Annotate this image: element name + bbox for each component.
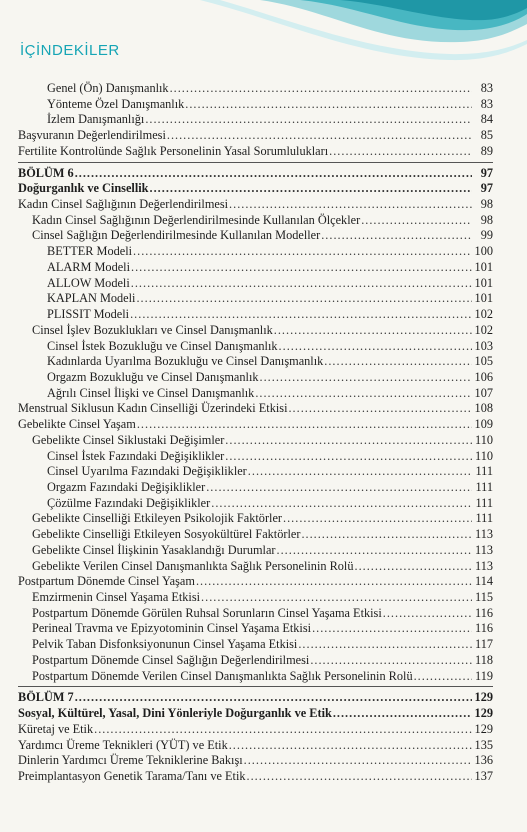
toc-entry-page: 111 (475, 511, 493, 526)
toc-entry-title: Gebelikte Cinsel Siklustaki Değişimler (32, 432, 225, 447)
toc-entry[interactable] (18, 144, 493, 159)
toc-entry-title: Sosyal, Kültürel, Yasal, Dini Yönleriyle Doğurganlık ve Etik (18, 706, 332, 721)
toc-leader-dots (145, 112, 472, 127)
toc-leader-dots (277, 543, 472, 558)
toc-leader-dots (201, 590, 472, 605)
toc-entry-page: 103 (474, 338, 493, 353)
toc-entry-title: Gebelikte Verilen Cinsel Danışmanlıkta Sağlık Personelinin Rolü (32, 558, 354, 573)
toc-leader-dots (94, 722, 472, 737)
toc-leader-dots (333, 706, 472, 721)
toc-entry-page: 97 (480, 165, 493, 180)
toc-entry-title: Yönteme Özel Danışmanlık (47, 96, 185, 111)
page-title: İÇİNDEKİLER (20, 42, 120, 59)
toc-leader-dots (136, 291, 472, 306)
toc-entry-page: 99 (480, 228, 493, 243)
toc-entry[interactable] (32, 621, 493, 636)
toc-entry-title: Postpartum Dönemde Görülen Ruhsal Sorunların Cinsel Yaşama Etkisi (32, 605, 382, 620)
toc-leader-dots (288, 401, 472, 416)
toc-entry-title: Cinsel Uyarılma Fazındaki Değişiklikler (47, 464, 247, 479)
toc-leader-dots (310, 653, 472, 668)
toc-entry-page: 89 (480, 143, 493, 158)
toc-entry-page: 111 (475, 495, 493, 510)
toc-leader-dots (298, 637, 472, 652)
toc-leader-dots (247, 769, 472, 784)
toc-entry-page: 84 (480, 112, 493, 127)
toc-entry-title: Orgazm Bozukluğu ve Cinsel Danışmanlık (47, 369, 259, 384)
toc-entry[interactable] (18, 769, 493, 784)
toc-entry-title: Postpartum Dönemde Cinsel Yaşam (18, 574, 195, 589)
header-wave-decoration (0, 0, 527, 70)
toc-entry-page: 110 (475, 448, 493, 463)
toc-leader-dots (131, 276, 472, 291)
toc-entry[interactable] (18, 706, 493, 721)
toc-entry[interactable] (32, 323, 493, 338)
toc-entry-page: 107 (474, 385, 493, 400)
toc-leader-dots (279, 339, 472, 354)
toc-entry[interactable] (47, 97, 493, 112)
toc-entry-page: 113 (475, 542, 493, 557)
toc-entry[interactable] (32, 527, 493, 542)
toc-leader-dots (75, 166, 472, 181)
toc-entry[interactable] (47, 307, 493, 322)
toc-leader-dots (283, 511, 472, 526)
toc-entry-page: 102 (474, 322, 493, 337)
toc-entry-title: Pelvik Taban Disfonksiyonunun Cinsel Yaşama Etkisi (32, 637, 298, 652)
toc-entry-page: 101 (474, 291, 493, 306)
toc-entry[interactable] (18, 197, 493, 212)
toc-entry-page: 136 (474, 753, 493, 768)
toc-entry-page: 116 (475, 605, 493, 620)
toc-leader-dots (355, 559, 473, 574)
toc-entry-title: Gebelikte Cinsel Yaşam (18, 417, 136, 432)
toc-entry[interactable] (47, 449, 493, 464)
toc-entry-title: BÖLÜM 6 (18, 165, 74, 180)
toc-leader-dots (211, 496, 472, 511)
toc-entry[interactable] (47, 260, 493, 275)
toc-entry-page: 118 (475, 652, 493, 667)
toc-entry[interactable] (18, 181, 493, 196)
chapter-divider (18, 686, 493, 687)
toc-entry[interactable] (47, 276, 493, 291)
toc-entry[interactable] (18, 753, 493, 768)
toc-entry-title: Küretaj ve Etik (18, 721, 94, 736)
toc-entry[interactable] (47, 81, 493, 96)
toc-entry[interactable] (18, 738, 493, 753)
toc-entry-title: İzlem Danışmanlığı (47, 112, 145, 127)
toc-entry-title: BÖLÜM 7 (18, 690, 74, 705)
toc-entry[interactable] (32, 511, 493, 526)
toc-entry-title: Dinlerin Yardımcı Üreme Tekniklerine Bakışı (18, 753, 243, 768)
toc-leader-dots (185, 97, 472, 112)
toc-entry-title: Gebelikte Cinsel İlişkinin Yasaklandığı Durumlar (32, 542, 276, 557)
toc-leader-dots (255, 386, 472, 401)
toc-entry-title: ALARM Modeli (47, 259, 131, 274)
toc-leader-dots (137, 417, 472, 432)
toc-entry-title: ALLOW Modeli (47, 275, 130, 290)
toc-entry-page: 115 (475, 590, 493, 605)
toc-entry-title: Genel (Ön) Danışmanlık (47, 81, 169, 95)
toc-entry[interactable] (18, 128, 493, 143)
toc-entry-page: 98 (480, 197, 493, 212)
toc-entry[interactable] (47, 244, 493, 259)
toc-entry[interactable] (47, 496, 493, 511)
toc-entry-page: 100 (474, 244, 493, 259)
toc-leader-dots (260, 370, 472, 385)
chapter-divider (18, 162, 493, 163)
toc-entry-page: 106 (474, 369, 493, 384)
toc-leader-dots (225, 433, 472, 448)
toc-entry-title: Cinsel Sağlığın Değerlendirilmesinde Kullanılan Modeller (32, 228, 321, 243)
toc-entry-page: 113 (475, 558, 493, 573)
toc-leader-dots (274, 323, 472, 338)
toc-leader-dots (244, 753, 472, 768)
toc-entry-page: 108 (474, 401, 493, 416)
toc-leader-dots (312, 621, 472, 636)
toc-entry-title: Cinsel İşlev Bozuklukları ve Cinsel Danışmanlık (32, 322, 273, 337)
toc-entry-title: Kadınlarda Uyarılma Bozukluğu ve Cinsel Danışmanlık (47, 354, 324, 369)
toc-leader-dots (170, 81, 472, 96)
toc-entry-page: 110 (475, 432, 493, 447)
toc-entry[interactable] (47, 464, 493, 479)
toc-entry-page: 113 (475, 527, 493, 542)
toc-leader-dots (329, 144, 472, 159)
toc-entry-page: 83 (480, 81, 493, 95)
toc-entry[interactable] (32, 669, 493, 684)
toc-entry-page: 105 (474, 354, 493, 369)
toc-entry[interactable] (47, 112, 493, 127)
toc-entry-title: Cinsel İstek Bozukluğu ve Cinsel Danışmanlık (47, 338, 278, 353)
toc-entry-title: Preimplantasyon Genetik Tarama/Tanı ve Etik (18, 768, 246, 783)
toc-leader-dots (75, 690, 472, 705)
toc-leader-dots (196, 574, 472, 589)
toc-entry-page: 102 (474, 307, 493, 322)
toc-leader-dots (206, 480, 472, 495)
toc-entry-title: Ağrılı Cinsel İlişki ve Cinsel Danışmanlık (47, 385, 255, 400)
toc-entry-title: Yardımcı Üreme Teknikleri (YÜT) ve Etik (18, 737, 228, 752)
toc-entry-page: 116 (475, 621, 493, 636)
toc-entry[interactable] (32, 606, 493, 621)
toc-entry-page: 137 (474, 768, 493, 783)
toc-entry[interactable] (47, 291, 493, 306)
toc-entry-page: 101 (474, 259, 493, 274)
toc-leader-dots (324, 354, 472, 369)
toc-entry-title: Çözülme Fazındaki Değişiklikler (47, 495, 211, 510)
toc-entry[interactable] (32, 543, 493, 558)
toc-entry-title: Menstrual Siklusun Kadın Cinselliği Üzerindeki Etkisi (18, 401, 288, 416)
toc-entry[interactable] (18, 690, 493, 705)
toc-entry[interactable] (47, 480, 493, 495)
toc-entry-title: Başvuranın Değerlendirilmesi (18, 128, 166, 143)
toc-entry-page: 114 (475, 574, 493, 589)
toc-entry-title: PLISSIT Modeli (47, 307, 130, 322)
toc-entry-page: 119 (475, 668, 493, 683)
toc-entry[interactable] (32, 559, 493, 574)
toc-entry[interactable] (18, 166, 493, 181)
toc-leader-dots (150, 181, 472, 196)
toc-entry-page: 129 (474, 690, 493, 705)
toc-entry-page: 111 (475, 480, 493, 494)
toc-entry-title: Postpartum Dönemde Cinsel Sağlığın Değerlendirilmesi (32, 652, 310, 667)
toc-leader-dots (321, 228, 472, 243)
toc-entry-title: Cinsel İstek Fazındaki Değişiklikler (47, 448, 225, 463)
toc-entry-title: Doğurganlık ve Cinsellik (18, 181, 149, 196)
toc-entry[interactable] (47, 370, 493, 385)
toc-entry-page: 98 (480, 212, 493, 227)
toc-entry-title: Gebelikte Cinselliği Etkileyen Sosyokültürel Faktörler (32, 527, 301, 542)
toc-leader-dots (225, 449, 472, 464)
toc-entry-title: Orgazm Fazındaki Değişiklikler (47, 480, 206, 494)
toc-entry-title: BETTER Modeli (47, 244, 133, 259)
toc-entry-page: 101 (474, 275, 493, 290)
toc-entry-title: Emzirmenin Cinsel Yaşama Etkisi (32, 590, 201, 605)
toc-entry-page: 111 (475, 464, 493, 479)
toc-leader-dots (133, 244, 472, 259)
toc-entry-page: 135 (474, 737, 493, 752)
toc-entry-title: Gebelikte Cinselliği Etkileyen Psikolojik Faktörler (32, 511, 283, 526)
toc-entry[interactable] (32, 637, 493, 652)
toc-entry[interactable] (18, 722, 493, 737)
toc-entry[interactable] (32, 653, 493, 668)
toc-entry-title: Postpartum Dönemde Verilen Cinsel Danışmanlıkta Sağlık Personelinin Rolü (32, 668, 413, 683)
toc-leader-dots (229, 738, 472, 753)
toc-entry[interactable] (47, 386, 493, 401)
toc-leader-dots (229, 197, 472, 212)
toc-entry[interactable] (32, 590, 493, 605)
toc-entry-title: Fertilite Kontrolünde Sağlık Personelinin Yasal Sorumlulukları (18, 143, 329, 158)
toc-entry[interactable] (18, 417, 493, 432)
toc-entry[interactable] (47, 339, 493, 354)
toc-entry[interactable] (47, 354, 493, 369)
toc-leader-dots (167, 128, 472, 143)
toc-entry-page: 109 (474, 417, 493, 432)
toc-entry-page: 97 (480, 181, 493, 196)
toc-entry-page: 129 (474, 721, 493, 736)
toc-leader-dots (301, 527, 472, 542)
toc-entry-page: 83 (480, 96, 493, 111)
toc-leader-dots (383, 606, 472, 621)
toc-entry[interactable] (18, 574, 493, 589)
toc-entry[interactable] (32, 228, 493, 243)
toc-entry-title: Kadın Cinsel Sağlığının Değerlendirilmesi (18, 197, 229, 212)
toc-entry-page: 117 (475, 637, 493, 652)
toc-entry-page: 85 (480, 128, 493, 143)
toc-entry-title: KAPLAN Modeli (47, 291, 136, 306)
toc-entry[interactable] (32, 433, 493, 448)
toc-entry-title: Perineal Travma ve Epizyotominin Cinsel Yaşama Etkisi (32, 621, 312, 636)
toc-leader-dots (130, 307, 472, 322)
toc-leader-dots (414, 669, 472, 684)
toc-entry-title: Kadın Cinsel Sağlığının Değerlendirilmesinde Kullanılan Ölçekler (32, 212, 361, 227)
toc-leader-dots (131, 260, 472, 275)
toc-entry[interactable] (18, 401, 493, 416)
toc-entry[interactable] (32, 213, 493, 228)
toc-leader-dots (361, 213, 472, 228)
toc-entry-page: 129 (474, 706, 493, 721)
toc-leader-dots (248, 464, 472, 479)
